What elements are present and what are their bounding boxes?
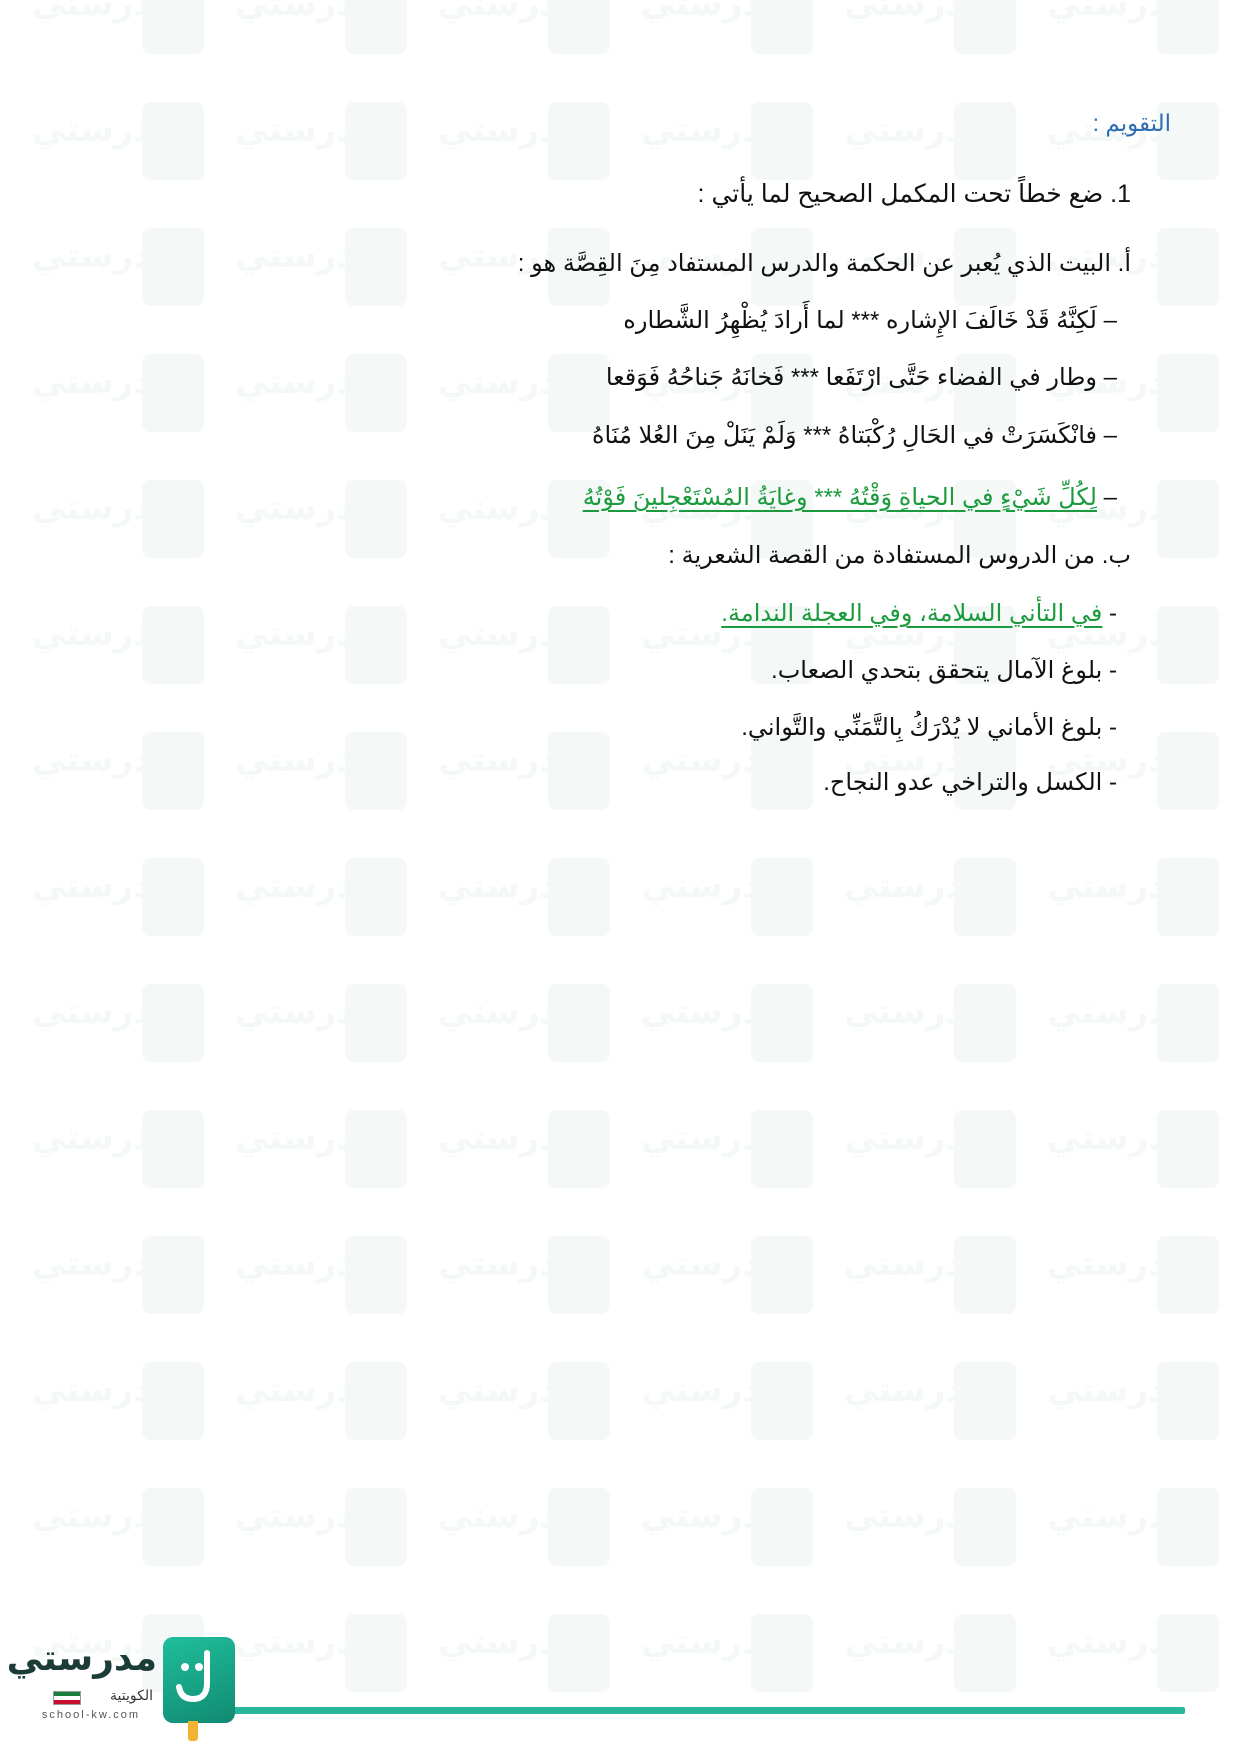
correct-answer: لِكُلِّ شَيْءٍ في الحياةِ وَقْتُهُ *** وغايَةُ المُسْتَعْجِلينَ فَوْتُهُ: [582, 484, 1097, 511]
option-dash: -: [1102, 600, 1117, 627]
part-b-option: - الكسل والتراخي عدو النجاح.: [823, 769, 1117, 796]
section-title: التقويم :: [1092, 110, 1171, 136]
part-a-prompt: أ. البيت الذي يُعبر عن الحكمة والدرس المستفاد مِنَ القِصَّة هو :: [517, 250, 1131, 277]
part-b-option-correct: [721, 598, 1117, 630]
correct-answer: في التأني السلامة، وفي العجلة الندامة.: [721, 600, 1103, 627]
part-a-option: – لَكِنَّهُ قَدْ خَالَفَ الإِشاره *** لما أَرادَ يُظْهِرُ الشَّطاره: [623, 307, 1117, 334]
logo-subtitle: الكويتية: [110, 1687, 153, 1703]
question-1: 1. ضع خطاً تحت المكمل الصحيح لما يأتي :: [697, 180, 1131, 208]
part-a-option: – فانْكَسَرَتْ في الحَالِ رُكْبَتاهُ *** وَلَمْ يَنَلْ مِنَ العُلا مُنَاهُ: [591, 422, 1117, 449]
part-a-option: – وطار في الفضاء حَتَّى ارْتَفَعا *** فَخانَهُ جَناحُهُ فَوَقعا: [605, 364, 1117, 391]
part-b-prompt: ب. من الدروس المستفادة من القصة الشعرية :: [668, 542, 1131, 569]
logo-name: مدرستي: [6, 1637, 157, 1678]
part-b-option: - بلوغ الأماني لا يُدْرَكُ بِالتَّمَنِّي والتَّواني.: [741, 714, 1117, 741]
part-b-option: - بلوغ الآمال يتحقق بتحدي الصعاب.: [771, 657, 1117, 684]
logo-url: school-kw.com: [41, 1709, 141, 1721]
option-dash: –: [1096, 484, 1117, 511]
part-a-option-correct: [583, 482, 1117, 514]
